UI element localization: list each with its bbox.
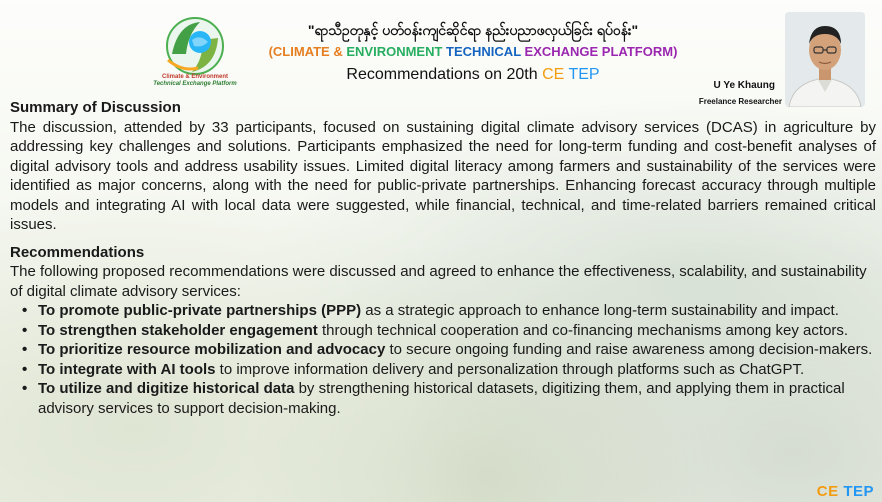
title-open-paren: (: [268, 44, 273, 59]
english-title: [238, 42, 708, 62]
speaker-portrait-icon: [785, 12, 865, 107]
reco-bold: To utilize and digitize historical data: [38, 380, 295, 397]
speaker-photo: [785, 12, 865, 107]
footer-cetep-logo: [817, 483, 874, 500]
list-item: [22, 301, 876, 321]
bullet-icon: •: [22, 302, 28, 319]
list-item: [22, 321, 876, 341]
reco-rest: to improve information delivery and personalization through platforms such as ChatGPT.: [215, 360, 805, 378]
reco-bold: To strengthen stakeholder engagement: [38, 321, 318, 339]
logo-caption-line1: Climate & Environment: [161, 74, 228, 80]
recommendations-title-text: Recommendations on 20th: [346, 66, 543, 83]
title-exchange-platform: EXCHANGE PLATFORM: [520, 44, 674, 59]
title-technical: TECHNICAL: [442, 44, 521, 59]
bullet-icon: •: [22, 380, 28, 397]
recommendations-list: [22, 301, 876, 418]
logo-caption: [148, 74, 242, 88]
logo-caption-line2: Technical Exchange Platform: [153, 81, 237, 87]
title-environment: ENVIRONMENT: [346, 44, 443, 59]
bullet-icon: •: [22, 341, 28, 358]
page-header: [238, 20, 708, 86]
recommendations-intro: The following proposed recommendations were discussed and agreed to enhance the effectiveness, scalability, and sustainability of digital climate advisory services:: [10, 263, 867, 300]
list-item: [22, 379, 876, 418]
bullet-icon: •: [22, 321, 28, 339]
title-climate: CLIMATE: [272, 44, 330, 59]
reco-rest: as a strategic approach to enhance long-term sustainability and impact.: [361, 302, 839, 319]
main-content: [10, 98, 876, 418]
reco-rest: through technical cooperation and co-financing mechanisms among key actors.: [317, 321, 849, 339]
summary-text: The discussion, attended by 33 participants, focused on sustaining digital climate advisory services (DCAS) in agriculture by addressing key challenges and solutions. Participants emphasized the need for long-term funding and cost-benefit analyses of digital advisory tools and address usability issues. Limited digital literacy among farmers and sustainability of the services were identified as major concerns, along with the need for public-private partnerships. Enhancing forecast accuracy through multiple models and integrating AI with local data were suggested, while financial, technical, and time-related barriers remained critical issues.: [10, 118, 876, 233]
speaker-name: U Ye Khaung: [713, 80, 775, 91]
reco-bold: To prioritize resource mobilization and advocacy: [38, 341, 386, 358]
title-ce: CE: [542, 66, 565, 83]
speaker-role: Freelance Researcher: [698, 97, 782, 106]
title-amp: &: [329, 44, 347, 59]
reco-rest: by strengthening historical datasets, digitizing them, and applying them in practical advisory services to support decision-making.: [38, 380, 845, 417]
footer-ce: CE: [816, 483, 839, 500]
reco-rest: to secure ongoing funding and raise awareness among decision-makers.: [385, 341, 873, 358]
footer-tep: TEP: [843, 483, 874, 500]
reco-bold: To integrate with AI tools: [38, 360, 216, 378]
title-close-paren: ): [673, 44, 678, 59]
myanmar-title: "ရာသီဥတုနှင့် ပတ်ဝန်းကျင်ဆိုင်ရာ နည်းပညာဖလှယ်ခြင်း ရပ်ဝန်း": [307, 22, 639, 38]
recommendations-title: [238, 64, 708, 86]
title-tep: TEP: [568, 66, 600, 83]
recommendations-heading: Recommendations: [10, 243, 145, 261]
list-item: [22, 360, 876, 380]
list-item: [22, 340, 876, 360]
reco-bold: To promote public-private partnerships (PPP): [38, 302, 362, 319]
summary-heading: Summary of Discussion: [10, 99, 181, 116]
bullet-icon: •: [22, 360, 28, 378]
